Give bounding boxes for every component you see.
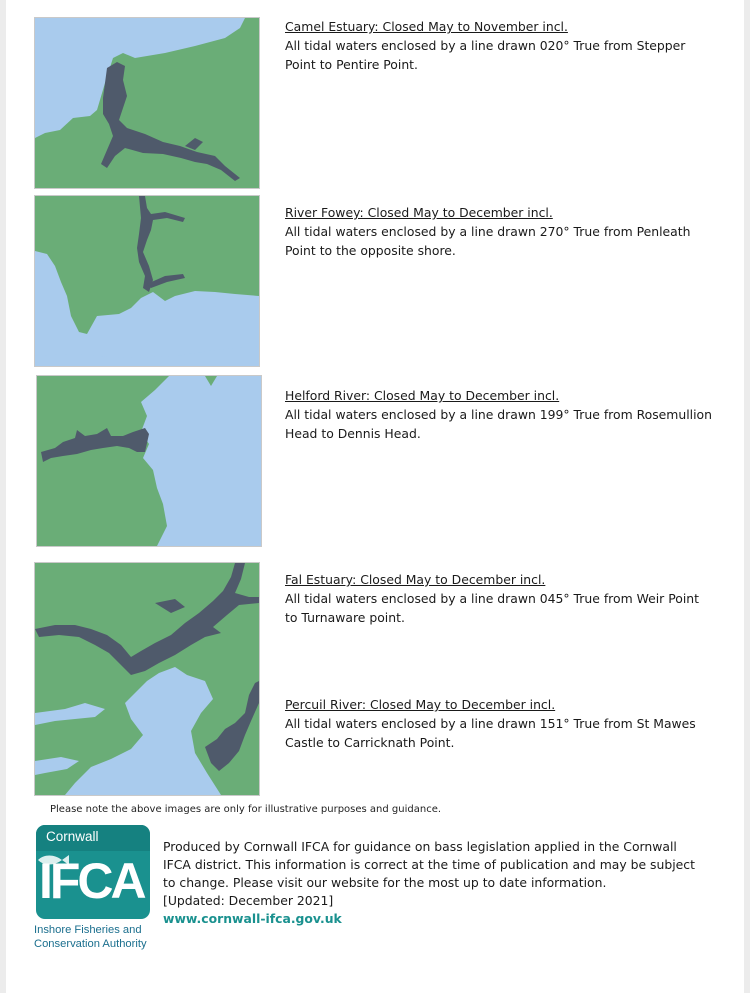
entry-description: All tidal waters enclosed by a line drawn 045° True from Weir Point to Turnaware point. [285,591,699,625]
entry-description: All tidal waters enclosed by a line drawn 151° True from St Mawes Castle to Carricknath Point. [285,716,696,750]
illustration-disclaimer: Please note the above images are only for illustrative purposes and guidance. [50,804,442,815]
entry-title: Percuil River: Closed May to December incl. [285,697,556,712]
logo-badge [36,825,150,919]
entry-helford-river [285,386,715,443]
document-page [6,0,744,993]
logo-region: Cornwall [46,829,99,844]
cornwall-ifca-logo [32,823,152,958]
camel-estuary-map [34,17,260,189]
footer-line: Produced by Cornwall IFCA for guidance on bass legislation applied in the Cornwall [163,839,677,854]
entry-title: Camel Estuary: Closed May to November incl. [285,19,568,34]
entry-title: River Fowey: Closed May to December incl. [285,205,553,220]
entry-title: Helford River: Closed May to December incl. [285,388,560,403]
entry-percuil-river [285,695,715,752]
entry-camel-estuary [285,17,715,74]
footer-line: to change. Please visit our website for the most up to date information. [163,875,607,890]
updated-date: [Updated: December 2021] [163,893,334,908]
entry-description: All tidal waters enclosed by a line drawn 020° True from Stepper Point to Pentire Point. [285,38,686,72]
helford-river-map-graphic [37,376,261,546]
entry-description: All tidal waters enclosed by a line drawn 199° True from Rosemullion Head to Dennis Head. [285,407,712,441]
footer-info [163,838,703,928]
river-fowey-map [34,195,260,367]
fal-estuary-percuil-map-graphic [35,563,259,795]
website-link[interactable]: www.cornwall-ifca.gov.uk [163,911,342,926]
logo-acronym: IFCA [39,853,144,909]
logo-subtitle: Inshore Fisheries and Conservation Authority [34,924,147,950]
camel-estuary-map-graphic [35,18,259,188]
helford-river-map [36,375,262,547]
fal-estuary-percuil-map [34,562,260,796]
entry-fal-estuary [285,570,715,627]
entry-title: Fal Estuary: Closed May to December incl. [285,572,546,587]
river-fowey-map-graphic [35,196,259,366]
footer-line: IFCA district. This information is correct at the time of publication and may be subject [163,857,695,872]
entry-description: All tidal waters enclosed by a line drawn 270° True from Penleath Point to the opposite shore. [285,224,691,258]
entry-river-fowey [285,203,715,260]
